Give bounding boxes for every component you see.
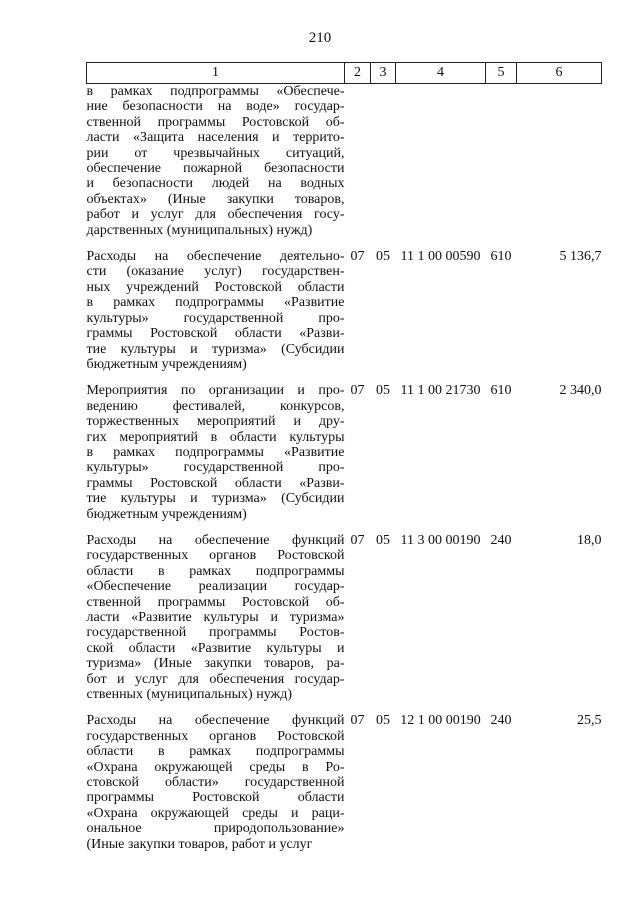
description-line: гих мероприятий в области культуры: [86, 429, 345, 445]
spacer-cell: [87, 238, 602, 249]
description-line: обеспечение пожарной безопасности: [86, 161, 345, 177]
description-line: ской области «Развитие культуры и: [86, 640, 345, 656]
description-line: «Охрана окружающей среды и раци-: [86, 805, 345, 821]
description-line: в рамках подпрограммы «Обеспече-: [86, 84, 345, 99]
row-section-code: 07: [350, 249, 365, 265]
row-spacer: [87, 522, 602, 533]
spacer-cell: [87, 372, 602, 383]
description-line: Расходы на обеспечение функций: [86, 713, 345, 729]
table-row: [87, 713, 602, 852]
description-line: ных учреждений Ростовской области: [86, 279, 345, 295]
row-expense-type: 240: [490, 532, 512, 548]
row-spacer: [87, 702, 602, 713]
description-line: работ и услуг для обеспечения госу-: [86, 207, 345, 223]
row-section-code: 07: [350, 532, 365, 548]
description-line: культуры» государственной про-: [86, 310, 345, 326]
spacer-cell: [87, 702, 602, 713]
row-amount: 18,0: [577, 532, 602, 548]
row-description: [87, 249, 345, 372]
column-header-section: 2: [345, 63, 371, 84]
row-description: [87, 383, 345, 522]
column-header-subsection: 3: [371, 63, 396, 84]
description-line: области в рамках подпрограммы: [86, 563, 345, 579]
description-line: Расходы на обеспечение деятельно-: [86, 249, 345, 265]
table-body: [87, 84, 602, 853]
column-header-target-article: 4: [396, 63, 486, 84]
description-line: государственной программы Ростов-: [86, 625, 345, 641]
row-expense-type: 610: [490, 383, 512, 399]
row-subsection-code: 05: [376, 532, 390, 548]
description-line: стовской области» государственной: [86, 775, 345, 791]
description-line: ласти «Развитие культуры и туризма»: [86, 610, 345, 625]
description-line: области в рамках подпрограммы: [86, 744, 345, 760]
column-header-expense-type: 5: [486, 63, 517, 84]
description-line: объектах» (Иные закупки товаров,: [86, 191, 345, 207]
row-target-article: 11 1 00 21730: [400, 383, 481, 399]
table-row: [87, 533, 602, 702]
description-line: ональное природопользование»: [86, 821, 345, 837]
row-description: [87, 713, 345, 852]
description-line: ласти «Защита населения и террито-: [86, 130, 345, 146]
description-line: «Охрана окружающей среды в Ро-: [86, 759, 345, 775]
spacer-cell: [87, 522, 602, 533]
row-expense-type: 240: [490, 713, 512, 729]
description-line: государственных органов Ростовской: [86, 728, 345, 744]
description-line: тие культуры и туризма» (Субсидии: [86, 491, 345, 507]
row-expense-type: [486, 84, 517, 239]
row-section-code: [345, 84, 371, 239]
row-target-article: 12 1 00 00190: [400, 713, 481, 729]
description-line: Расходы на обеспечение функций: [86, 532, 345, 548]
description-line: в рамках подпрограммы «Развитие: [86, 444, 345, 460]
table-row: [87, 84, 602, 239]
row-description: [87, 84, 345, 239]
description-line: сти (оказание услуг) государствен-: [86, 264, 345, 280]
table-row: [87, 383, 602, 522]
row-target-article: 11 1 00 00590: [400, 249, 481, 265]
row-spacer: [87, 372, 602, 383]
description-line: государственных органов Ростовской: [86, 548, 345, 564]
budget-table: [86, 62, 602, 852]
description-line: бюджетным учреждениям): [86, 356, 247, 372]
description-line: туризма» (Иные закупки товаров, ра-: [86, 656, 345, 672]
description-line: и безопасности людей на водных: [86, 176, 345, 192]
row-amount: 2 340,0: [559, 383, 602, 399]
column-header-description: 1: [87, 63, 345, 84]
description-line: программы Ростовской области: [86, 790, 345, 806]
row-section-code: 07: [350, 713, 365, 729]
description-line: ственных (муниципальных) нужд): [86, 687, 292, 703]
row-description: [87, 533, 345, 702]
row-subsection-code: 05: [376, 713, 390, 729]
row-amount: [517, 84, 602, 239]
description-line: бот и услуг для обеспечения государ-: [86, 671, 345, 687]
description-line: в рамках подпрограммы «Развитие: [86, 295, 345, 311]
description-line: граммы Ростовской области «Разви-: [86, 326, 345, 342]
row-section-code: 07: [350, 383, 365, 399]
description-line: (Иные закупки товаров, работ и услуг: [86, 836, 313, 852]
description-line: Мероприятия по организации и про-: [86, 383, 345, 399]
table-header-row: [87, 63, 602, 84]
description-line: граммы Ростовской области «Разви-: [86, 475, 345, 491]
row-amount: 5 136,7: [559, 249, 602, 265]
description-line: рии от чрезвычайных ситуаций,: [86, 145, 345, 161]
row-target-article: 11 3 00 00190: [400, 532, 481, 548]
description-line: ственной программы Ростовской об-: [86, 594, 345, 610]
description-line: ведению фестивалей, конкурсов,: [86, 398, 345, 414]
row-expense-type: 610: [490, 249, 512, 265]
row-subsection-code: [371, 84, 396, 239]
row-subsection-code: 05: [376, 383, 390, 399]
column-header-amount: 6: [517, 63, 602, 84]
description-line: «Обеспечение реализации государ-: [86, 579, 345, 595]
description-line: бюджетным учреждениям): [86, 506, 247, 522]
table-row: [87, 249, 602, 372]
row-spacer: [87, 238, 602, 249]
description-line: ние безопасности на воде» государ-: [86, 99, 345, 115]
row-amount: 25,5: [577, 713, 602, 729]
description-line: ственной программы Ростовской об-: [86, 114, 345, 130]
row-subsection-code: 05: [376, 249, 390, 265]
row-target-article: [396, 84, 486, 239]
page-number: 210: [308, 30, 332, 46]
description-line: торжественных мероприятий и дру-: [86, 414, 345, 430]
description-line: тие культуры и туризма» (Субсидии: [86, 341, 345, 357]
description-line: культуры» государственной про-: [86, 460, 345, 476]
description-line: дарственных (муниципальных) нужд): [86, 222, 313, 238]
